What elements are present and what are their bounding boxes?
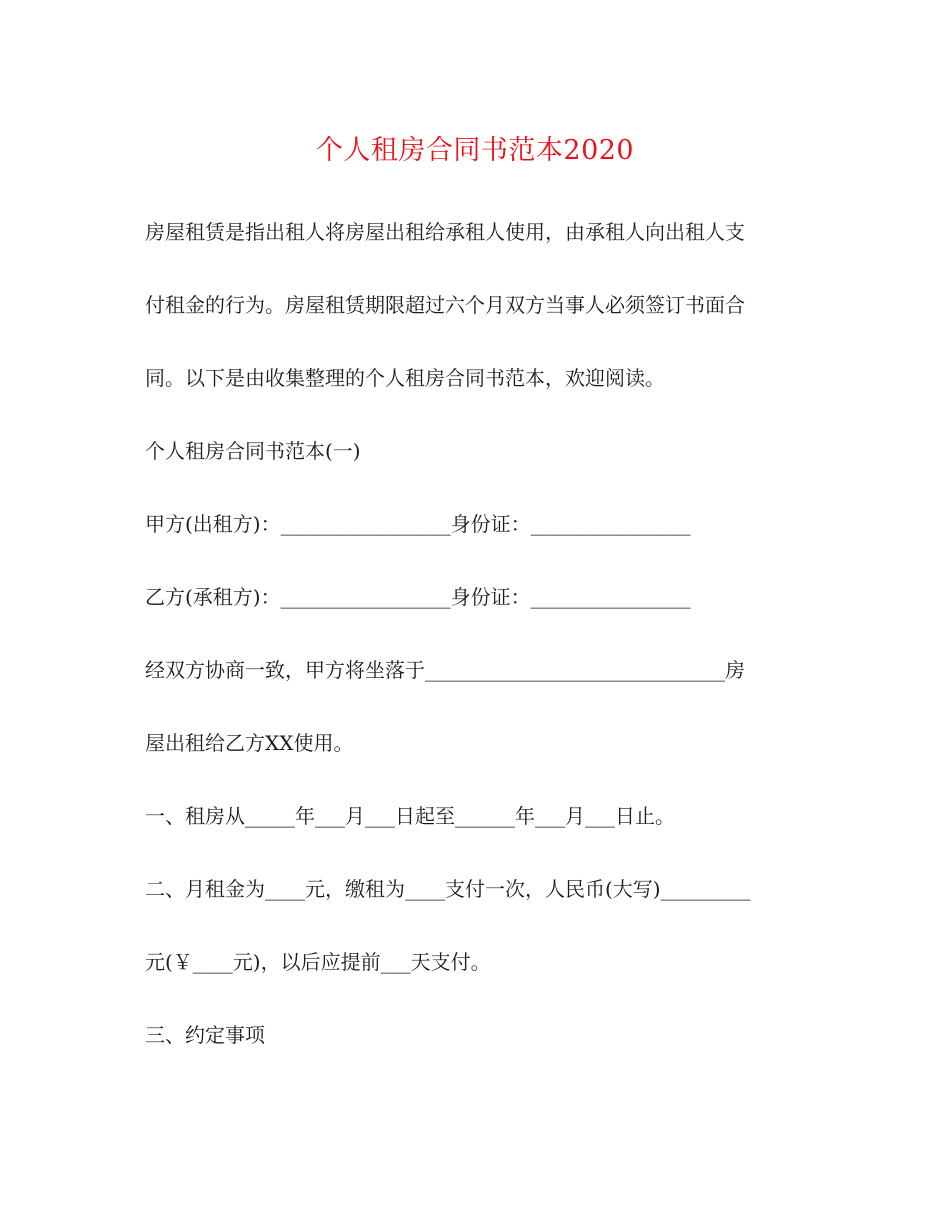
party-a-line: 甲方(出租方)：_________________身份证：________________ — [145, 512, 691, 536]
section-heading: 个人租房合同书范本(一) — [145, 439, 361, 463]
intro-line-3: 同。以下是由收集整理的个人租房合同书范本，欢迎阅读。 — [145, 366, 665, 390]
document-title: 个人租房合同书范本2020 — [315, 135, 635, 166]
clause-3-heading: 三、约定事项 — [145, 1023, 265, 1047]
party-b-line: 乙方(承租方)：_________________身份证：________________ — [145, 585, 691, 609]
agreement-line-1: 经双方协商一致，甲方将坐落于______________________________房 — [145, 658, 745, 682]
clause-2-line-2: 元(￥____元)，以后应提前___天支付。 — [145, 950, 491, 974]
clause-2-line-1: 二、月租金为____元，缴租为____支付一次，人民币(大写)_________ — [145, 877, 751, 901]
intro-line-2: 付租金的行为。房屋租赁期限超过六个月双方当事人必须签订书面合 — [145, 293, 745, 317]
intro-line-1: 房屋租赁是指出租人将房屋出租给承租人使用，由承租人向出租人支 — [145, 220, 745, 244]
clause-1-line: 一、租房从_____年___月___日起至______年___月___日止。 — [145, 804, 675, 828]
agreement-line-2: 屋出租给乙方XX使用。 — [145, 731, 354, 755]
